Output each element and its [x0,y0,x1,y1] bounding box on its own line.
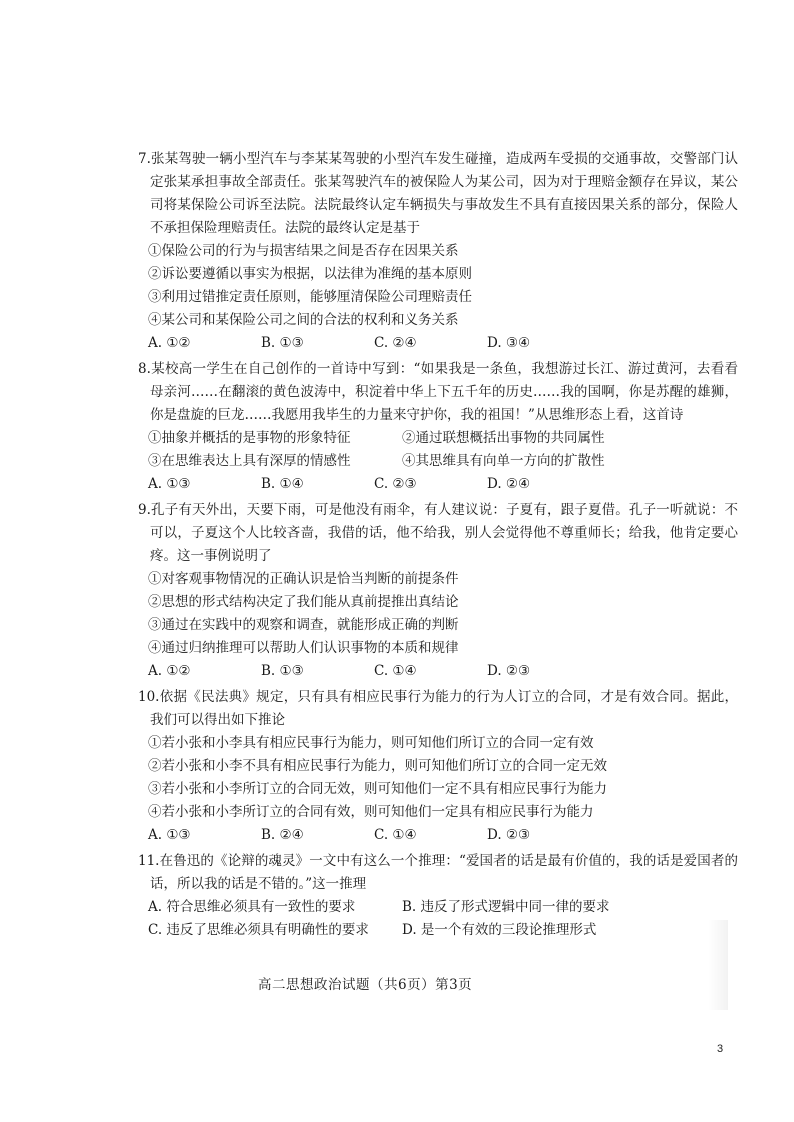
choice-c: C. ①④ [374,827,417,843]
option-statement: ①抽象并概括的是事物的形象特征 [148,430,351,446]
answer-choices [138,896,738,942]
option-statement: ③利用过错推定责任原则，能够厘清保险公司理赔责任 [148,289,472,305]
choice-c: C. 违反了思维必须具有明确性的要求 [148,922,369,938]
choice-a: A. 符合思维必须具有一致性的要求 [148,899,356,915]
option-statement: ①保险公司的行为与损害结果之间是否存在因果关系 [148,243,459,259]
choice-d: D. ②③ [487,663,531,679]
question-stem: 8.某校高一学生在自己创作的一首诗中写到：“如果我是一条鱼，我想游过长江、游过黄河，去看看母亲河……在翻滚的黄色波涛中，积淀着中华上下五千年的历史……我的国啊，你是苏醒的雄狮，你是盘旋的巨龙……我愿用我毕生的力量来守护你，我的祖国！”从思维形态上看，这首诗 [138,361,738,423]
choice-a: A. ①③ [148,827,191,843]
choice-a: A. ①② [148,663,191,679]
question-stem: 10.依据《民法典》规定，只有具有相应民事行为能力的行为人订立的合同，才是有效合同。据此，我们可以得出如下推论 [138,689,738,728]
choice-d: D. 是一个有效的三段论推理形式 [402,922,597,938]
choice-d: D. ②③ [487,827,531,843]
choice-b: B. ①③ [261,663,304,679]
option-statement: ②通过联想概括出事物的共同属性 [402,430,605,446]
choice-c: C. ②④ [374,335,417,351]
question-stem: 7.张某驾驶一辆小型汽车与李某某驾驶的小型汽车发生碰撞，造成两车受损的交通事故，交警部门认定张某承担事故全部责任。张某驾驶汽车的被保险人为某公司，因为对于理赔金额存在异议，某公司将某保险公司诉至法院。法院最终认定车辆损失与事故发生不具有直接因果关系的部分，保险人不承担保险理赔责任。法院的最终认定是基于 [138,151,738,236]
question-11 [138,850,738,942]
question-9 [138,499,738,683]
option-statement: ①对客观事物情况的正确认识是恰当判断的前提条件 [148,571,459,587]
question-stem: 11.在鲁迅的《论辩的魂灵》一文中有这么一个推理：“爱国者的话是最有价值的，我的话是爱国者的话，所以我的话是不错的。”这一推理 [138,853,738,892]
option-statement: ②若小张和小李不具有相应民事行为能力，则可知他们所订立的合同一定无效 [148,758,607,774]
option-statement: ②诉讼要遵循以事实为根据，以法律为准绳的基本原则 [148,266,472,282]
option-statement: ④其思维具有向单一方向的扩散性 [402,453,605,469]
option-statement: ④通过归纳推理可以帮助人们认识事物的本质和规律 [148,640,459,656]
option-statement: ③通过在实践中的观察和调查，就能形成正确的判断 [148,617,459,633]
option-statement: ④若小张和小李所订立的合同有效，则可知他们一定具有相应民事行为能力 [148,804,594,820]
question-10 [138,686,738,847]
choice-b: B. ①④ [261,476,304,492]
choice-a: A. ①② [148,335,191,351]
option-grid [138,427,738,473]
exam-paper [138,148,738,942]
choice-b: B. 违反了形式逻辑中同一律的要求 [402,899,610,915]
choice-c: C. ②③ [374,476,417,492]
choice-d: D. ③④ [487,335,531,351]
answer-choices [138,332,738,355]
page-footer: 高二思想政治试题（共6页）第3页 [258,977,473,993]
answer-choices [138,473,738,496]
question-stem: 9.孔子有天外出，天要下雨，可是他没有雨伞，有人建议说：子夏有，跟子夏借。孔子一听就说：不可以，子夏这个人比较吝啬，我借的话，他不给我，别人会觉得他不尊重师长；给我，他肯定要心疼。这一事例说明了 [138,502,738,564]
choice-b: B. ②④ [261,827,304,843]
choice-d: D. ②④ [487,476,531,492]
option-statement: ①若小张和小李具有相应民事行为能力，则可知他们所订立的合同一定有效 [148,735,594,751]
option-statement: ③若小张和小李所订立的合同无效，则可知他们一定不具有相应民事行为能力 [148,781,607,797]
option-statement: ③在思维表达上具有深厚的情感性 [148,453,351,469]
answer-choices [138,824,738,847]
question-8 [138,358,738,496]
page-number: 3 [717,1043,724,1055]
question-7 [138,148,738,355]
choice-b: B. ①③ [261,335,304,351]
option-statement: ④某公司和某保险公司之间的合法的权利和义务关系 [148,312,459,328]
option-statement: ②思想的形式结构决定了我们能从真前提推出真结论 [148,594,459,610]
answer-choices [138,660,738,683]
choice-a: A. ①③ [148,476,191,492]
choice-c: C. ①④ [374,663,417,679]
